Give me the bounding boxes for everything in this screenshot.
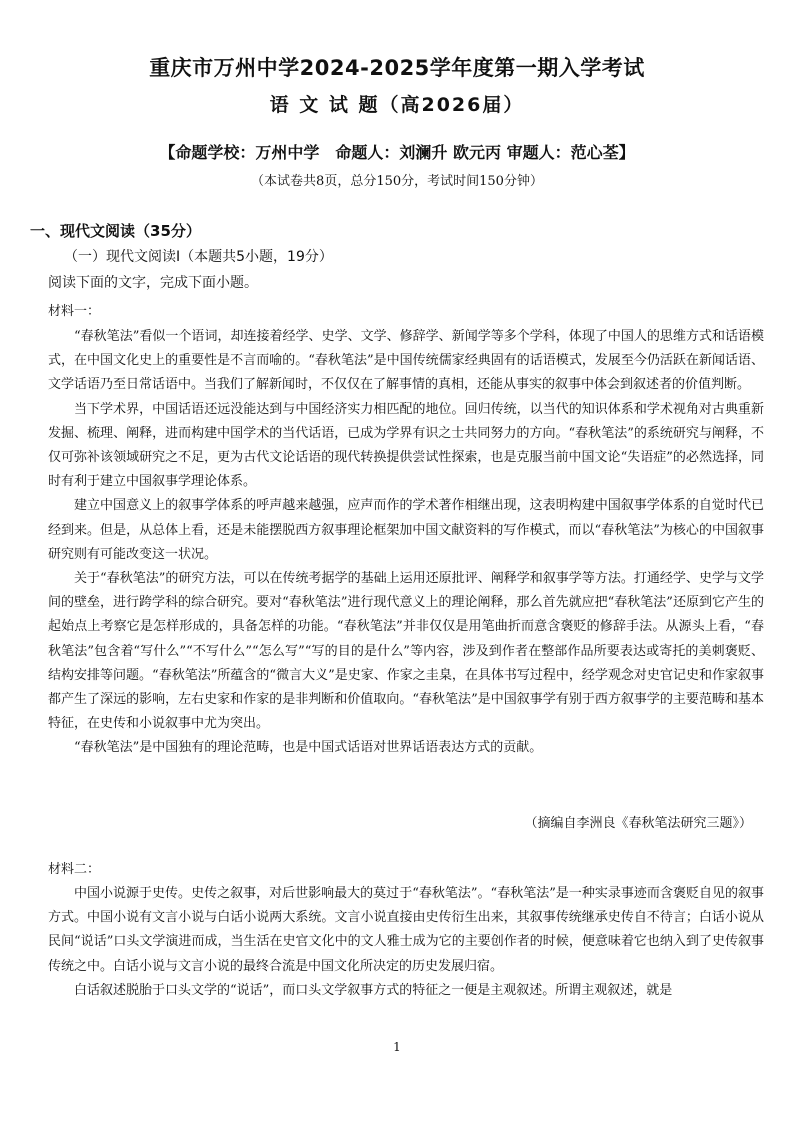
section-subtitle: （一）现代文阅读Ⅰ（本题共5小题，19分）	[64, 249, 333, 265]
material2-body	[48, 882, 764, 1003]
page-number: 1	[393, 1040, 401, 1054]
material1-paragraph: 当下学术界，中国话语还远没能达到与中国经济实力相匹配的地位。回归传统，以当代的知识体系和学术视角对古典重新发掘、梳理、阐释，进而构建中国学术的当代话语，已成为学界有识之士共同努力的方向。“春秋笔法”的系统研究与阐释，不仅可弥补该领域研究之不足，更为古代文论话语的现代转换提供尝试性探索，也是克服当前中国文论“失语症”的必然选择，同时有利于建立中国叙事学理论体系。	[48, 401, 764, 490]
exam-subtitle: 语 文 试 题（高2026届）	[269, 94, 525, 116]
material1-paragraph: 关于“春秋笔法”的研究方法，可以在传统考据学的基础上运用还原批评、阐释学和叙事学等方法。打通经学、史学与文学间的壁垒，进行跨学科的综合研究。要对“春秋笔法”进行现代意义上的理论阐释，那么首先就应把“春秋笔法”还原到它产生的起始点上考察它是怎样形成的，具备怎样的功能。“春秋笔法”并非仅仅是用笔曲折而意含褒贬的修辞手法。从源头上看，“春秋笔法”包含着“写什么”“不写什么”“怎么写”“写的目的是什么”等内容，涉及到作者在整部作品所要表达或寄托的美刺褒贬、结构安排等问题。“春秋笔法”所蕴含的“微言大义”是史家、作家之圭臬，在具体书写过程中，经学观念对史官记史和作家叙事都产生了深远的影响，左右史家和作家的是非判断和价值取向。“春秋笔法”是中国叙事学有别于西方叙事学的主要范畴和基本特征，在史传和小说叙事中尤为突出。	[48, 571, 764, 732]
material2-paragraph: 中国小说源于史传。史传之叙事，对后世影响最大的莫过于“春秋笔法”。“春秋笔法”是一种实录事迹而含褒贬自见的叙事方式。中国小说有文言小说与白话小说两大系统。文言小说直接由史传衍生出来，其叙事传统继承史传自不待言；白话小说从民间“说话”口头文学演进而成，当生活在史官文化中的文人雅士成为它的主要创作者的时候，便意味着它也纳入到了史传叙事传统之中。白话小说与文言小说的最终合流是中国文化所决定的历史发展归宿。	[48, 886, 764, 974]
section-instruction: 阅读下面的文字，完成下面小题。	[48, 275, 258, 291]
exam-info: 【命题学校：万州中学 命题人：刘澜升 欧元丙 审题人：范心荃】	[159, 143, 635, 162]
material1-source: （摘编自李洲良《春秋笔法研究三题》）	[524, 816, 752, 831]
material1-paragraph: “春秋笔法”看似一个语词，却连接着经学、史学、文学、修辞学、新闻学等多个学科，体现了中国人的思维方式和话语模式，在中国文化史上的重要性是不言而喻的。“春秋笔法”是中国传统儒家经典固有的话语模式，发展至今仍活跃在新闻话语、文学话语乃至日常话语中。当我们了解新闻时，不仅仅在了解事情的真相，还能从事实的叙事中体会到叙述者的价值判断。	[48, 329, 764, 393]
exam-note: （本试卷共8页，总分150分，考试时间150分钟）	[251, 174, 543, 189]
material1-paragraph: “春秋笔法”是中国独有的理论范畴，也是中国式话语对世界话语表达方式的贡献。	[74, 740, 543, 756]
material1-body	[48, 325, 764, 761]
material2-label: 材料二：	[48, 862, 101, 877]
material1-label: 材料一：	[48, 304, 101, 319]
section-title: 一、现代文阅读（35分）	[30, 222, 201, 240]
material2-paragraph: 白话叙述脱胎于口头文学的“说话”，而口头文学叙事方式的特征之一便是主观叙述。所谓主观叙述，就是	[74, 982, 673, 998]
exam-title: 重庆市万州中学2024-2025学年度第一期入学考试	[149, 56, 645, 80]
material1-paragraph: 建立中国意义上的叙事学体系的呼声越来越强，应声而作的学术著作相继出现，这表明构建中国叙事学体系的自觉时代已经到来。但是，从总体上看，还是未能摆脱西方叙事理论框架加中国文献资料的写作模式，而以“春秋笔法”为核心的中国叙事研究则有可能改变这一状况。	[48, 498, 764, 562]
